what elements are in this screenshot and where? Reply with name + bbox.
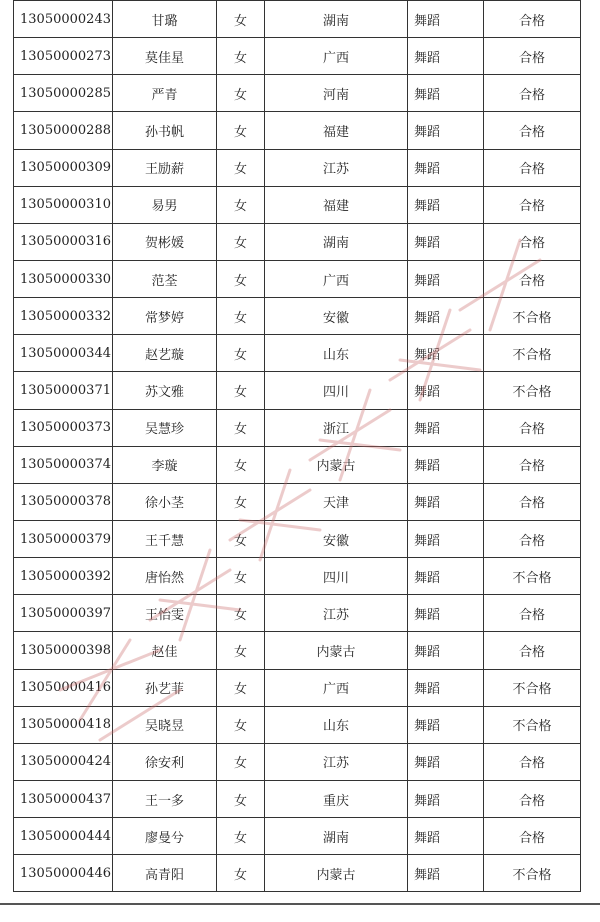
table-row bbox=[14, 669, 581, 706]
subject-cell: 舞蹈 bbox=[408, 112, 484, 149]
province-cell: 四川 bbox=[265, 372, 408, 409]
subject-cell: 舞蹈 bbox=[408, 75, 484, 112]
student-name-cell: 高青阳 bbox=[113, 855, 217, 892]
student-id-cell: 13050000418 bbox=[14, 706, 113, 743]
page-bottom-rule bbox=[0, 903, 600, 905]
province-cell: 四川 bbox=[265, 558, 408, 595]
table-row bbox=[14, 186, 581, 223]
gender-cell: 女 bbox=[217, 743, 265, 780]
table-row bbox=[14, 372, 581, 409]
table-row bbox=[14, 483, 581, 520]
results-table bbox=[13, 0, 581, 892]
province-cell: 安徽 bbox=[265, 520, 408, 557]
subject-cell: 舞蹈 bbox=[408, 669, 484, 706]
result-cell: 合格 bbox=[484, 223, 581, 260]
result-cell: 合格 bbox=[484, 483, 581, 520]
table-row bbox=[14, 632, 581, 669]
student-id-cell: 13050000243 bbox=[14, 1, 113, 38]
student-name-cell: 吴晓昱 bbox=[113, 706, 217, 743]
student-id-cell: 13050000309 bbox=[14, 149, 113, 186]
student-id-cell: 13050000397 bbox=[14, 595, 113, 632]
student-id-cell: 13050000332 bbox=[14, 298, 113, 335]
table-row bbox=[14, 520, 581, 557]
subject-cell: 舞蹈 bbox=[408, 818, 484, 855]
gender-cell: 女 bbox=[217, 855, 265, 892]
province-cell: 河南 bbox=[265, 75, 408, 112]
result-cell: 合格 bbox=[484, 409, 581, 446]
student-name-cell: 王千慧 bbox=[113, 520, 217, 557]
gender-cell: 女 bbox=[217, 335, 265, 372]
student-name-cell: 贺彬媛 bbox=[113, 223, 217, 260]
student-name-cell: 苏文雅 bbox=[113, 372, 217, 409]
table-row bbox=[14, 335, 581, 372]
subject-cell: 舞蹈 bbox=[408, 149, 484, 186]
subject-cell: 舞蹈 bbox=[408, 260, 484, 297]
province-cell: 湖南 bbox=[265, 818, 408, 855]
student-name-cell: 严青 bbox=[113, 75, 217, 112]
student-id-cell: 13050000373 bbox=[14, 409, 113, 446]
subject-cell: 舞蹈 bbox=[408, 186, 484, 223]
result-cell: 合格 bbox=[484, 632, 581, 669]
subject-cell: 舞蹈 bbox=[408, 335, 484, 372]
table-row bbox=[14, 446, 581, 483]
subject-cell: 舞蹈 bbox=[408, 595, 484, 632]
gender-cell: 女 bbox=[217, 260, 265, 297]
province-cell: 广西 bbox=[265, 669, 408, 706]
table-row bbox=[14, 558, 581, 595]
student-name-cell: 王怡雯 bbox=[113, 595, 217, 632]
result-cell: 合格 bbox=[484, 112, 581, 149]
gender-cell: 女 bbox=[217, 595, 265, 632]
gender-cell: 女 bbox=[217, 669, 265, 706]
province-cell: 内蒙古 bbox=[265, 632, 408, 669]
subject-cell: 舞蹈 bbox=[408, 38, 484, 75]
subject-cell: 舞蹈 bbox=[408, 780, 484, 817]
student-name-cell: 赵艺璇 bbox=[113, 335, 217, 372]
table-row bbox=[14, 595, 581, 632]
province-cell: 安徽 bbox=[265, 298, 408, 335]
table-row bbox=[14, 298, 581, 335]
province-cell: 山东 bbox=[265, 706, 408, 743]
subject-cell: 舞蹈 bbox=[408, 855, 484, 892]
gender-cell: 女 bbox=[217, 446, 265, 483]
province-cell: 湖南 bbox=[265, 1, 408, 38]
province-cell: 福建 bbox=[265, 112, 408, 149]
student-id-cell: 13050000398 bbox=[14, 632, 113, 669]
subject-cell: 舞蹈 bbox=[408, 558, 484, 595]
student-id-cell: 13050000330 bbox=[14, 260, 113, 297]
gender-cell: 女 bbox=[217, 223, 265, 260]
subject-cell: 舞蹈 bbox=[408, 446, 484, 483]
table-row bbox=[14, 855, 581, 892]
student-id-cell: 13050000424 bbox=[14, 743, 113, 780]
student-id-cell: 13050000344 bbox=[14, 335, 113, 372]
gender-cell: 女 bbox=[217, 186, 265, 223]
student-name-cell: 范荃 bbox=[113, 260, 217, 297]
gender-cell: 女 bbox=[217, 372, 265, 409]
gender-cell: 女 bbox=[217, 706, 265, 743]
subject-cell: 舞蹈 bbox=[408, 298, 484, 335]
province-cell: 广西 bbox=[265, 38, 408, 75]
table-row bbox=[14, 149, 581, 186]
result-cell: 不合格 bbox=[484, 669, 581, 706]
result-cell: 合格 bbox=[484, 1, 581, 38]
result-cell: 合格 bbox=[484, 260, 581, 297]
student-id-cell: 13050000416 bbox=[14, 669, 113, 706]
student-id-cell: 13050000379 bbox=[14, 520, 113, 557]
province-cell: 广西 bbox=[265, 260, 408, 297]
province-cell: 江苏 bbox=[265, 149, 408, 186]
gender-cell: 女 bbox=[217, 112, 265, 149]
student-name-cell: 常梦婷 bbox=[113, 298, 217, 335]
result-cell: 不合格 bbox=[484, 335, 581, 372]
result-cell: 合格 bbox=[484, 186, 581, 223]
subject-cell: 舞蹈 bbox=[408, 1, 484, 38]
province-cell: 浙江 bbox=[265, 409, 408, 446]
result-cell: 合格 bbox=[484, 595, 581, 632]
subject-cell: 舞蹈 bbox=[408, 632, 484, 669]
gender-cell: 女 bbox=[217, 149, 265, 186]
result-cell: 合格 bbox=[484, 520, 581, 557]
table-row bbox=[14, 38, 581, 75]
student-id-cell: 13050000273 bbox=[14, 38, 113, 75]
table-row bbox=[14, 112, 581, 149]
table-row bbox=[14, 780, 581, 817]
student-name-cell: 徐小茎 bbox=[113, 483, 217, 520]
result-cell: 不合格 bbox=[484, 558, 581, 595]
result-cell: 合格 bbox=[484, 149, 581, 186]
student-name-cell: 莫佳星 bbox=[113, 38, 217, 75]
student-name-cell: 孙艺菲 bbox=[113, 669, 217, 706]
gender-cell: 女 bbox=[217, 818, 265, 855]
province-cell: 江苏 bbox=[265, 743, 408, 780]
result-cell: 合格 bbox=[484, 38, 581, 75]
student-name-cell: 孙书帆 bbox=[113, 112, 217, 149]
result-cell: 合格 bbox=[484, 75, 581, 112]
table-row bbox=[14, 409, 581, 446]
student-id-cell: 13050000437 bbox=[14, 780, 113, 817]
table-row bbox=[14, 223, 581, 260]
results-table-body bbox=[14, 1, 581, 892]
result-cell: 合格 bbox=[484, 446, 581, 483]
subject-cell: 舞蹈 bbox=[408, 372, 484, 409]
subject-cell: 舞蹈 bbox=[408, 223, 484, 260]
student-id-cell: 13050000378 bbox=[14, 483, 113, 520]
subject-cell: 舞蹈 bbox=[408, 520, 484, 557]
result-cell: 合格 bbox=[484, 780, 581, 817]
student-name-cell: 王一多 bbox=[113, 780, 217, 817]
student-name-cell: 王励薪 bbox=[113, 149, 217, 186]
province-cell: 山东 bbox=[265, 335, 408, 372]
province-cell: 内蒙古 bbox=[265, 446, 408, 483]
student-name-cell: 唐怡然 bbox=[113, 558, 217, 595]
table-row bbox=[14, 1, 581, 38]
subject-cell: 舞蹈 bbox=[408, 483, 484, 520]
gender-cell: 女 bbox=[217, 1, 265, 38]
table-row bbox=[14, 818, 581, 855]
student-name-cell: 徐安利 bbox=[113, 743, 217, 780]
student-id-cell: 13050000288 bbox=[14, 112, 113, 149]
gender-cell: 女 bbox=[217, 75, 265, 112]
province-cell: 内蒙古 bbox=[265, 855, 408, 892]
student-id-cell: 13050000371 bbox=[14, 372, 113, 409]
province-cell: 湖南 bbox=[265, 223, 408, 260]
province-cell: 江苏 bbox=[265, 595, 408, 632]
table-row bbox=[14, 706, 581, 743]
result-cell: 不合格 bbox=[484, 372, 581, 409]
result-cell: 不合格 bbox=[484, 855, 581, 892]
table-row bbox=[14, 743, 581, 780]
student-id-cell: 13050000444 bbox=[14, 818, 113, 855]
province-cell: 福建 bbox=[265, 186, 408, 223]
gender-cell: 女 bbox=[217, 780, 265, 817]
subject-cell: 舞蹈 bbox=[408, 706, 484, 743]
gender-cell: 女 bbox=[217, 298, 265, 335]
student-name-cell: 吴慧珍 bbox=[113, 409, 217, 446]
student-name-cell: 甘璐 bbox=[113, 1, 217, 38]
gender-cell: 女 bbox=[217, 632, 265, 669]
student-id-cell: 13050000446 bbox=[14, 855, 113, 892]
result-cell: 合格 bbox=[484, 818, 581, 855]
student-id-cell: 13050000285 bbox=[14, 75, 113, 112]
gender-cell: 女 bbox=[217, 558, 265, 595]
province-cell: 天津 bbox=[265, 483, 408, 520]
subject-cell: 舞蹈 bbox=[408, 409, 484, 446]
gender-cell: 女 bbox=[217, 520, 265, 557]
student-name-cell: 易男 bbox=[113, 186, 217, 223]
result-cell: 不合格 bbox=[484, 298, 581, 335]
gender-cell: 女 bbox=[217, 409, 265, 446]
student-name-cell: 赵佳 bbox=[113, 632, 217, 669]
gender-cell: 女 bbox=[217, 38, 265, 75]
gender-cell: 女 bbox=[217, 483, 265, 520]
student-name-cell: 李璇 bbox=[113, 446, 217, 483]
result-cell: 不合格 bbox=[484, 706, 581, 743]
student-id-cell: 13050000392 bbox=[14, 558, 113, 595]
student-id-cell: 13050000374 bbox=[14, 446, 113, 483]
table-row bbox=[14, 260, 581, 297]
result-cell: 合格 bbox=[484, 743, 581, 780]
student-id-cell: 13050000310 bbox=[14, 186, 113, 223]
subject-cell: 舞蹈 bbox=[408, 743, 484, 780]
table-row bbox=[14, 75, 581, 112]
student-name-cell: 廖曼兮 bbox=[113, 818, 217, 855]
results-table-container bbox=[13, 0, 580, 892]
student-id-cell: 13050000316 bbox=[14, 223, 113, 260]
province-cell: 重庆 bbox=[265, 780, 408, 817]
